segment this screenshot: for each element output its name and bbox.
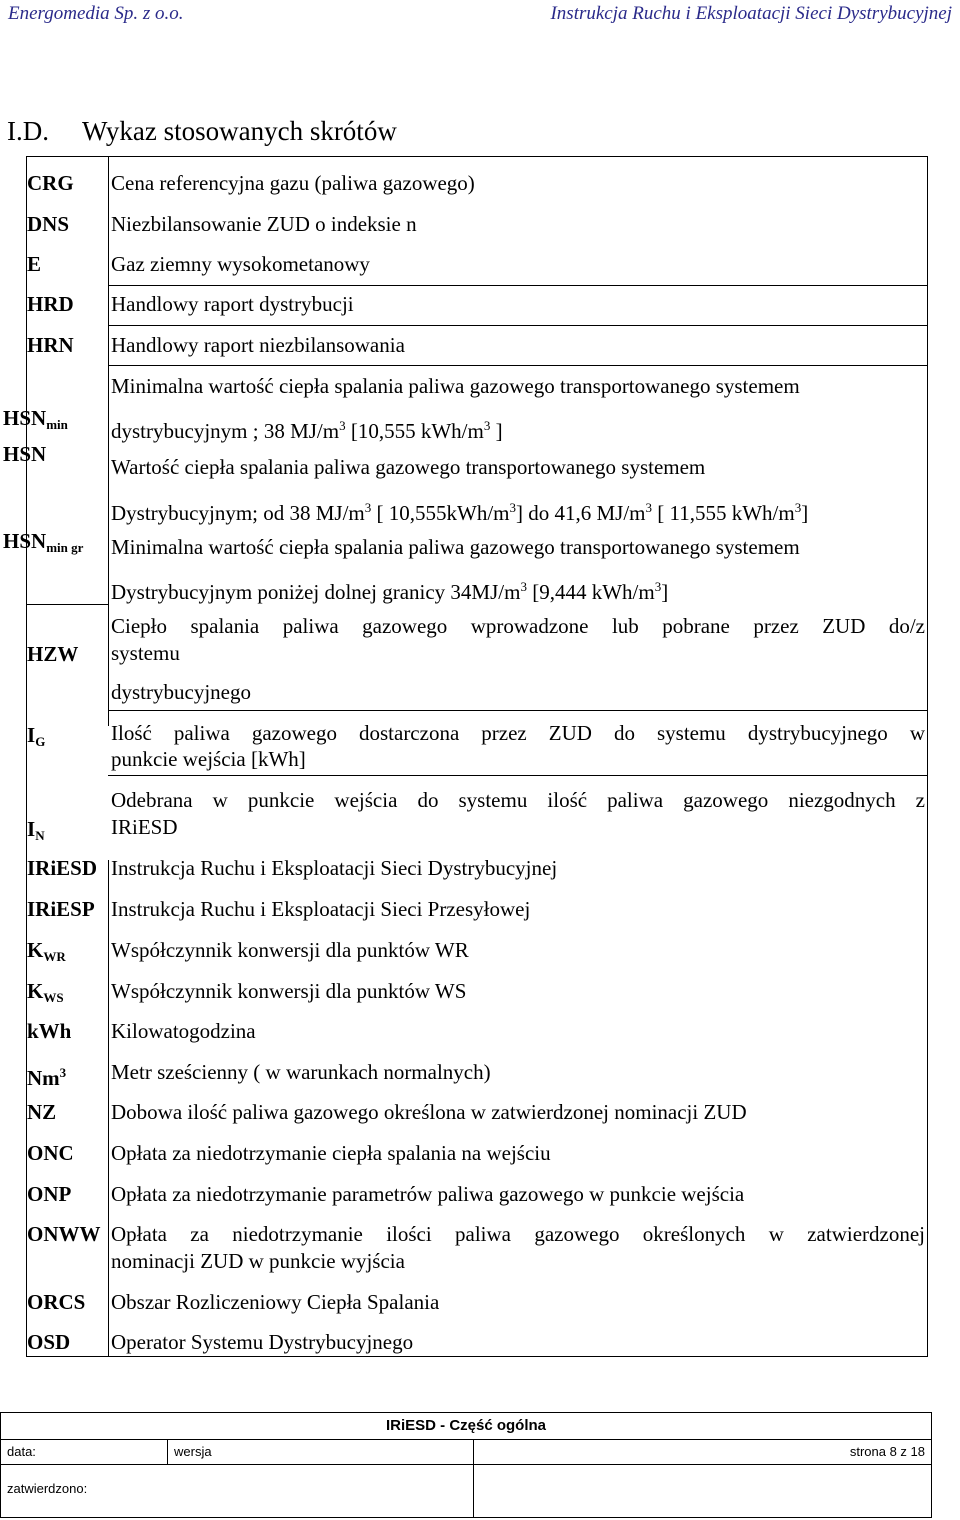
- abbr-description: Minimalna wartość ciepła spalania paliwa gazowego transportowanego systemem: [111, 374, 800, 398]
- abbr-description: Gaz ziemny wysokometanowy: [111, 252, 370, 276]
- footer-version: wersja: [167, 1439, 474, 1465]
- abbr-description: Ciepło spalania paliwa gazowego wprowadzone lub pobrane przez ZUD do/z: [111, 614, 925, 638]
- abbr-description: dystrybucyjnego: [111, 680, 251, 704]
- row-divider: [108, 365, 928, 366]
- abbr-term: ONP: [27, 1182, 72, 1206]
- abbr-description: Kilowatogodzina: [111, 1019, 256, 1043]
- abbr-description: Minimalna wartość ciepła spalania paliwa gazowego transportowanego systemem: [111, 535, 800, 559]
- section-heading: Wykaz stosowanych skrótów: [82, 116, 397, 146]
- abbr-term: HSN: [3, 442, 47, 466]
- abbr-term: OSD: [27, 1330, 71, 1354]
- row-divider: [108, 710, 928, 711]
- column-divider-bottom: [108, 860, 109, 1357]
- footer-approval-blank: [473, 1464, 932, 1518]
- footer-title: IRiESD - Część ogólna: [0, 1412, 932, 1440]
- column-divider-top: [108, 156, 109, 726]
- abbr-description: Cena referencyjna gazu (paliwa gazowego): [111, 171, 475, 195]
- abbr-description: Handlowy raport niezbilansowania: [111, 333, 405, 357]
- abbr-term: $K_{WS}$: [27, 979, 64, 1005]
- abbr-term: kWh: [27, 1019, 72, 1043]
- abbr-description: Współczynnik konwersji dla punktów WS: [111, 979, 467, 1003]
- abbr-description: Ilość paliwa gazowego dostarczona przez ZUD do systemu dystrybucyjnego w: [111, 721, 925, 745]
- abbr-term: $HSN_{min}$: [3, 406, 68, 432]
- row-divider: [108, 325, 928, 326]
- abbr-description: Dobowa ilość paliwa gazowego określona w zatwierdzonej nominacji ZUD: [111, 1100, 747, 1124]
- abbr-description: dystrybucyjnym ; 38 $MJ/m^3$ [10,555 kWh/$m^3$ ]: [111, 418, 503, 443]
- header-company: Energomedia Sp. z o.o.: [8, 3, 184, 24]
- abbr-term: HZW: [27, 642, 79, 666]
- abbr-description: IRiESD: [111, 815, 178, 839]
- abbr-description: Operator Systemu Dystrybucyjnego: [111, 1330, 414, 1354]
- abbr-term: IRiESP: [27, 897, 95, 921]
- abbr-term: $HSN_{min gr}$: [3, 529, 84, 555]
- abbr-description: Współczynnik konwersji dla punktów WR: [111, 938, 469, 962]
- abbr-description: Handlowy raport dystrybucji: [111, 292, 354, 316]
- abbr-description: Instrukcja Ruchu i Eksploatacji Sieci Dystrybucyjnej: [111, 856, 558, 880]
- abbr-term: ONC: [27, 1141, 74, 1165]
- abbr-description: Odebrana w punkcie wejścia do systemu ilość paliwa gazowego niezgodnych z: [111, 788, 925, 812]
- section-title: [7, 116, 397, 147]
- abbr-description: Dystrybucyjnym poniżej dolnej granicy $34MJ/m^3$ [9,444 kWh/$m^3$]: [111, 579, 669, 604]
- header-document-title: Instrukcja Ruchu i Eksploatacji Sieci Dystrybucyjnej: [550, 3, 952, 24]
- row-divider: [108, 285, 928, 286]
- abbr-term: $I_N$: [27, 817, 45, 843]
- abbr-description: Obszar Rozliczeniowy Ciepła Spalania: [111, 1290, 440, 1314]
- abbr-description: Metr sześcienny ( w warunkach normalnych): [111, 1060, 491, 1084]
- abbr-description: Instrukcja Ruchu i Eksploatacji Sieci Przesyłowej: [111, 897, 531, 921]
- abbr-description: Niezbilansowanie ZUD o indeksie n: [111, 212, 417, 236]
- abbr-term: DNS: [27, 212, 70, 236]
- abbr-term: IRiESD: [27, 856, 98, 880]
- abbr-description: Opłata za niedotrzymanie ciepła spalania na wejściu: [111, 1141, 551, 1165]
- abbr-term: ORCS: [27, 1290, 86, 1314]
- abbr-term: ONWW: [27, 1222, 101, 1246]
- footer-date: data:: [0, 1439, 168, 1465]
- abbr-description: Dystrybucyjnym; od 38 $MJ/m^3$ [ $10,555kWh/m^3$] do 41,6 $MJ/m^3$ [ 11,555 kWh/$m^3$]: [111, 500, 809, 525]
- abbr-term: NZ: [27, 1100, 57, 1124]
- abbr-term: HRN: [27, 333, 74, 357]
- abbr-description: Opłata za niedotrzymanie ilości paliwa gazowego określonych w zatwierdzonej: [111, 1222, 925, 1246]
- abbr-description: systemu: [111, 641, 180, 665]
- abbr-description: Opłata za niedotrzymanie parametrów paliwa gazowego w punkcie wejścia: [111, 1182, 745, 1206]
- abbr-term: CRG: [27, 171, 74, 195]
- footer-approved: zatwierdzono:: [0, 1464, 474, 1518]
- abbr-description: Wartość ciepła spalania paliwa gazowego transportowanego systemem: [111, 455, 706, 479]
- abbr-description: punkcie wejścia [kWh]: [111, 747, 306, 771]
- abbr-term: $I_G$: [27, 723, 46, 749]
- abbr-term: E: [27, 252, 42, 276]
- section-number: I.D.: [7, 116, 49, 146]
- footer-page-number: strona 8 z 18: [473, 1439, 932, 1465]
- abbr-term: Nm$^3$: [27, 1065, 67, 1090]
- page-footer: [0, 1412, 932, 1518]
- abbr-description: nominacji ZUD w punkcie wyjścia: [111, 1249, 405, 1273]
- row-divider: [108, 775, 928, 776]
- abbr-term: $K_{WR}$: [27, 938, 66, 964]
- row-divider: [26, 604, 108, 605]
- abbr-term: HRD: [27, 292, 74, 316]
